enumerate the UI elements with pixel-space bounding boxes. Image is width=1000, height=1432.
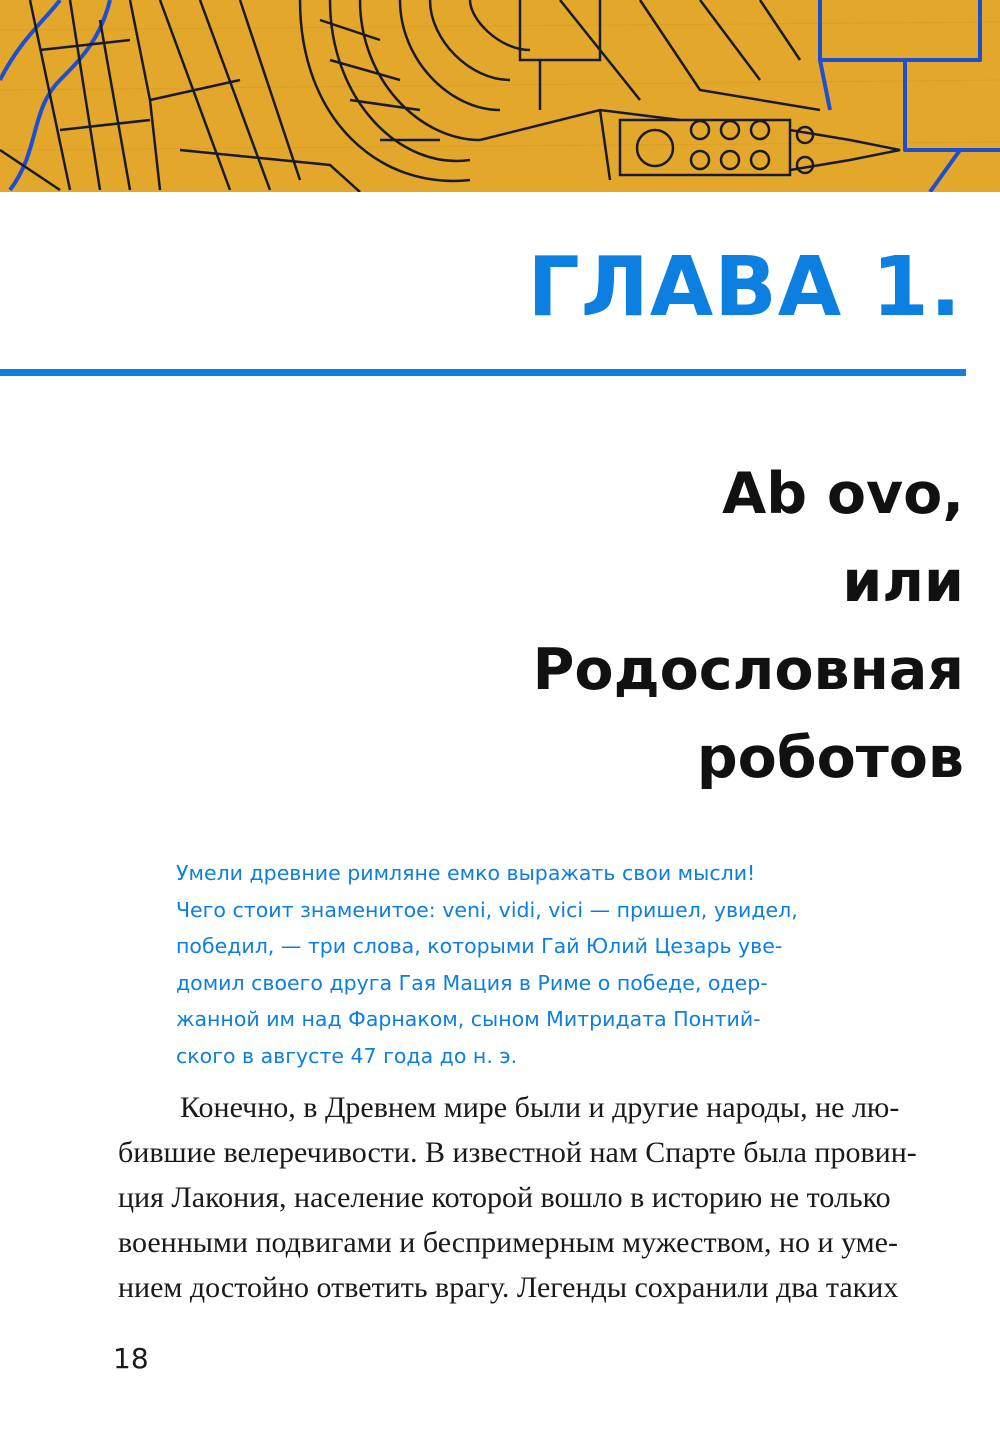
chapter-divider [0,369,966,376]
epigraph [176,855,906,1074]
epigraph-line: домил своего друга Гая Мация в Риме о победе, одер- [176,970,768,995]
body-line: нием достойно ответить врагу. Легенды сохранили два таких [118,1271,899,1304]
chapter-title: ГЛАВА 1. [527,240,962,335]
body-line: бившие велеречивости. В известной нам Спарте была провин- [118,1136,917,1169]
epigraph-line: ского в августе 47 года до н. э. [176,1043,518,1068]
section-title-line: Ab ovo, [722,461,964,527]
section-title-line: или [842,549,964,615]
header-banner [0,0,1000,192]
robot-blueprint-illustration [0,0,1000,192]
section-title-line: роботов [696,725,964,791]
body-line: ция Лакония, население которой вошло в историю не только [118,1181,891,1214]
body-line: военными подвигами и беспримерным мужеством, но и уме- [118,1226,898,1259]
body-line: Конечно, в Древнем мире были и другие народы, не лю- [180,1091,900,1124]
section-title [533,450,964,802]
epigraph-line: Умели древние римляне емко выражать свои мысли! [176,861,756,885]
epigraph-line: победил, — три слова, которыми Гай Юлий Цезарь уве- [176,934,783,958]
epigraph-line: жанной им над Фарнаком, сыном Митридата Понтий- [176,1007,761,1031]
body-paragraph [118,1085,968,1310]
section-title-line: Родословная [532,637,964,703]
page-number: 18 [113,1342,149,1375]
epigraph-line: Чего стоит знаменитое: veni, vidi, vici — пришел, увидел, [176,897,798,922]
